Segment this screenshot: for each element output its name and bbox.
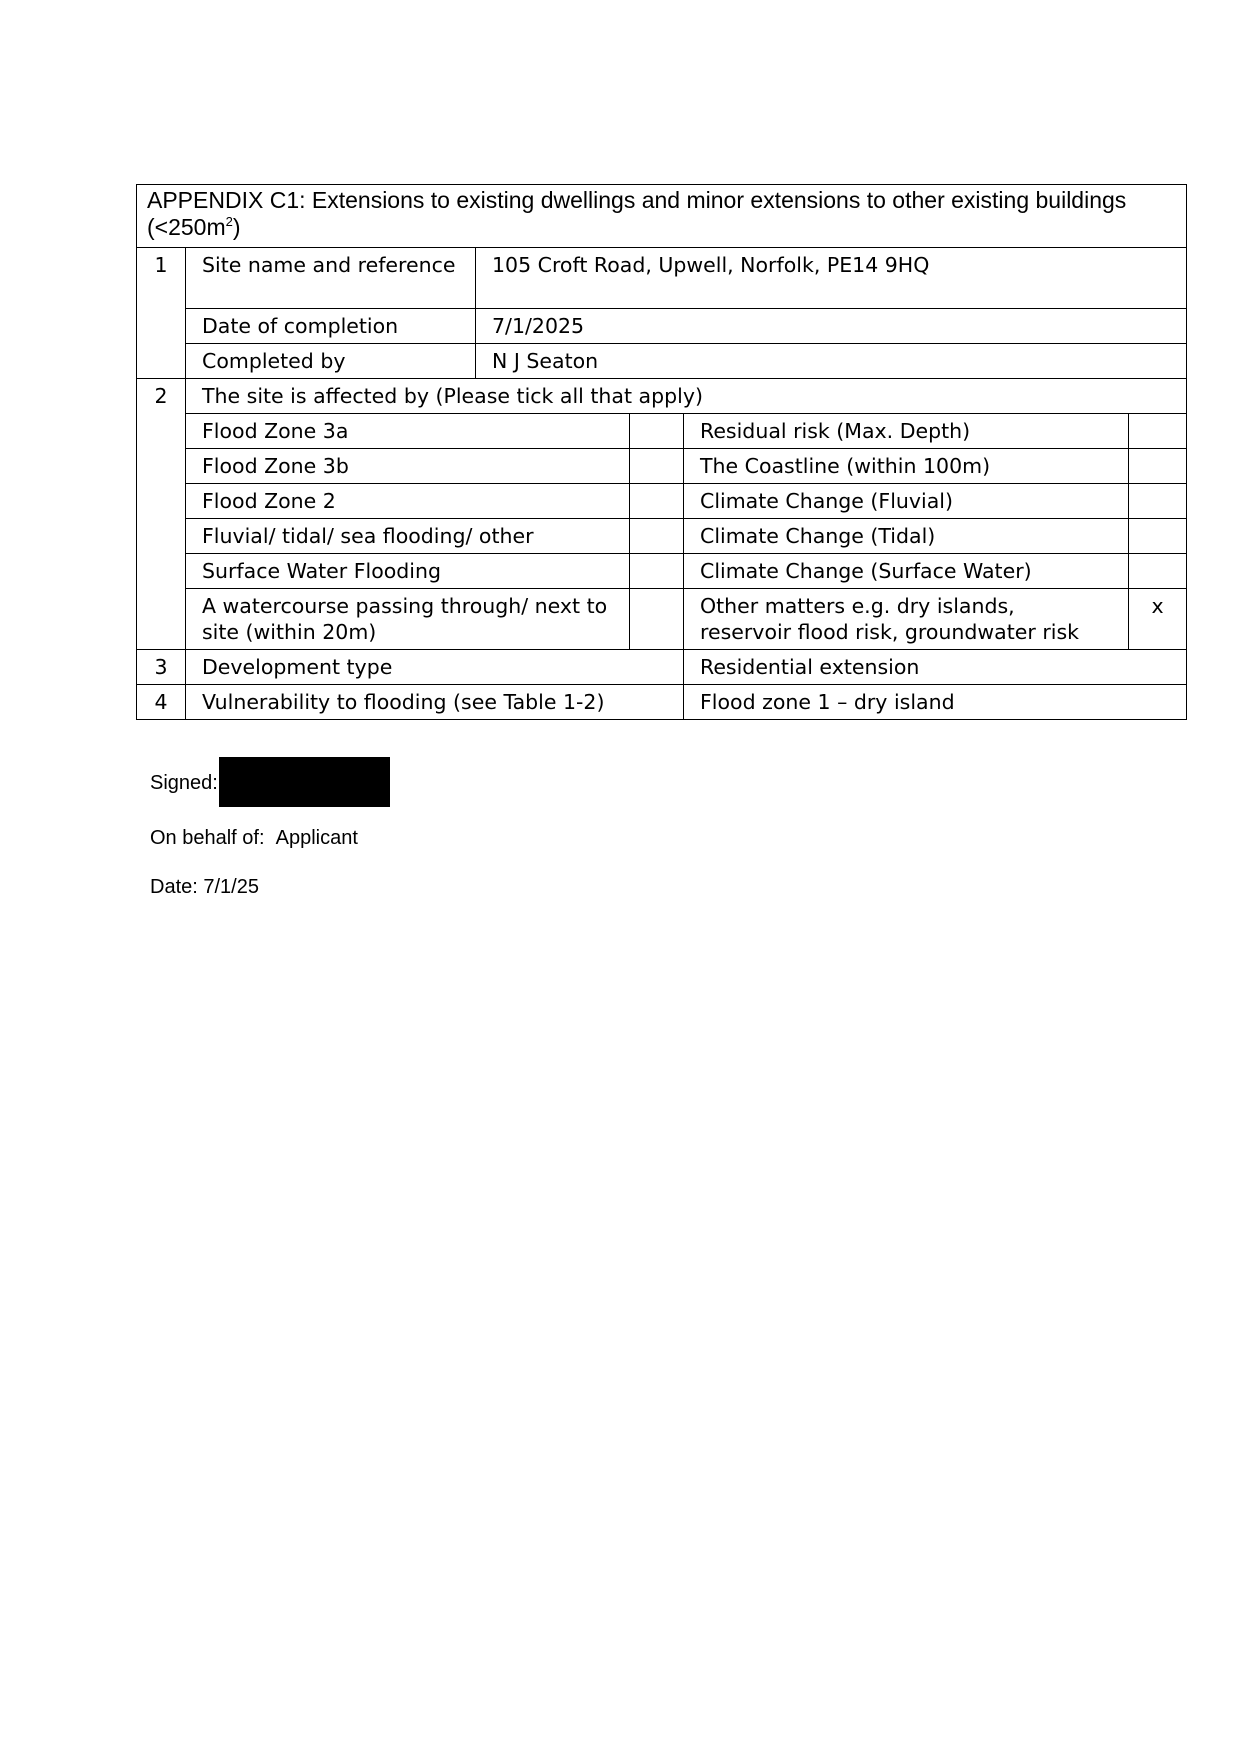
date-value: 7/1/25 <box>203 876 259 898</box>
affected-item-left: Fluvial/ tidal/ sea flooding/ other <box>186 519 630 554</box>
affected-item-left: Flood Zone 2 <box>186 484 630 519</box>
tick-box[interactable] <box>1129 484 1187 519</box>
tick-box[interactable] <box>630 414 684 449</box>
section-number: 2 <box>137 379 186 650</box>
completed-by-value: N J Seaton <box>476 344 1187 379</box>
tick-box[interactable] <box>1129 519 1187 554</box>
site-name-label: Site name and reference <box>186 248 476 309</box>
tick-box-checked[interactable]: x <box>1129 589 1187 650</box>
affected-item-right: The Coastline (within 100m) <box>684 449 1129 484</box>
tick-box[interactable] <box>1129 554 1187 589</box>
affected-item-left: Flood Zone 3a <box>186 414 630 449</box>
affected-item-right: Climate Change (Tidal) <box>684 519 1129 554</box>
redacted-signature <box>219 757 390 807</box>
affected-item-right: Residual risk (Max. Depth) <box>684 414 1129 449</box>
section-number: 4 <box>137 685 186 720</box>
vulnerability-label: Vulnerability to flooding (see Table 1-2) <box>186 685 684 720</box>
affected-item-right: Climate Change (Fluvial) <box>684 484 1129 519</box>
tick-box[interactable] <box>630 589 684 650</box>
affected-item-left: Flood Zone 3b <box>186 449 630 484</box>
date-line <box>150 876 259 899</box>
flood-risk-form-table <box>136 184 1187 720</box>
development-type-label: Development type <box>186 650 684 685</box>
affected-item-left: A watercourse passing through/ next to site (within 20m) <box>186 589 630 650</box>
on-behalf-line <box>150 827 358 850</box>
on-behalf-label: On behalf of: <box>150 827 265 849</box>
tick-box[interactable] <box>630 484 684 519</box>
tick-box[interactable] <box>1129 414 1187 449</box>
affected-item-right: Other matters e.g. dry islands, reservoir flood risk, groundwater risk <box>684 589 1129 650</box>
completion-date-label: Date of completion <box>186 309 476 344</box>
tick-box[interactable] <box>630 449 684 484</box>
development-type-value: Residential extension <box>684 650 1187 685</box>
section-number: 3 <box>137 650 186 685</box>
tick-box[interactable] <box>1129 449 1187 484</box>
on-behalf-value: Applicant <box>275 827 358 849</box>
completion-date-value: 7/1/2025 <box>476 309 1187 344</box>
affected-by-heading: The site is affected by (Please tick all that apply) <box>186 379 1187 414</box>
date-label: Date: <box>150 876 198 898</box>
tick-box[interactable] <box>630 554 684 589</box>
signed-label: Signed: <box>150 772 218 794</box>
completed-by-label: Completed by <box>186 344 476 379</box>
vulnerability-value: Flood zone 1 – dry island <box>684 685 1187 720</box>
tick-box[interactable] <box>630 519 684 554</box>
appendix-title: APPENDIX C1: Extensions to existing dwellings and minor extensions to other existing buildings $(<250m^2)$ <box>137 185 1187 248</box>
section-number: 1 <box>137 248 186 379</box>
affected-item-left: Surface Water Flooding <box>186 554 630 589</box>
affected-item-right: Climate Change (Surface Water) <box>684 554 1129 589</box>
site-name-value: 105 Croft Road, Upwell, Norfolk, PE14 9HQ <box>476 248 1187 309</box>
